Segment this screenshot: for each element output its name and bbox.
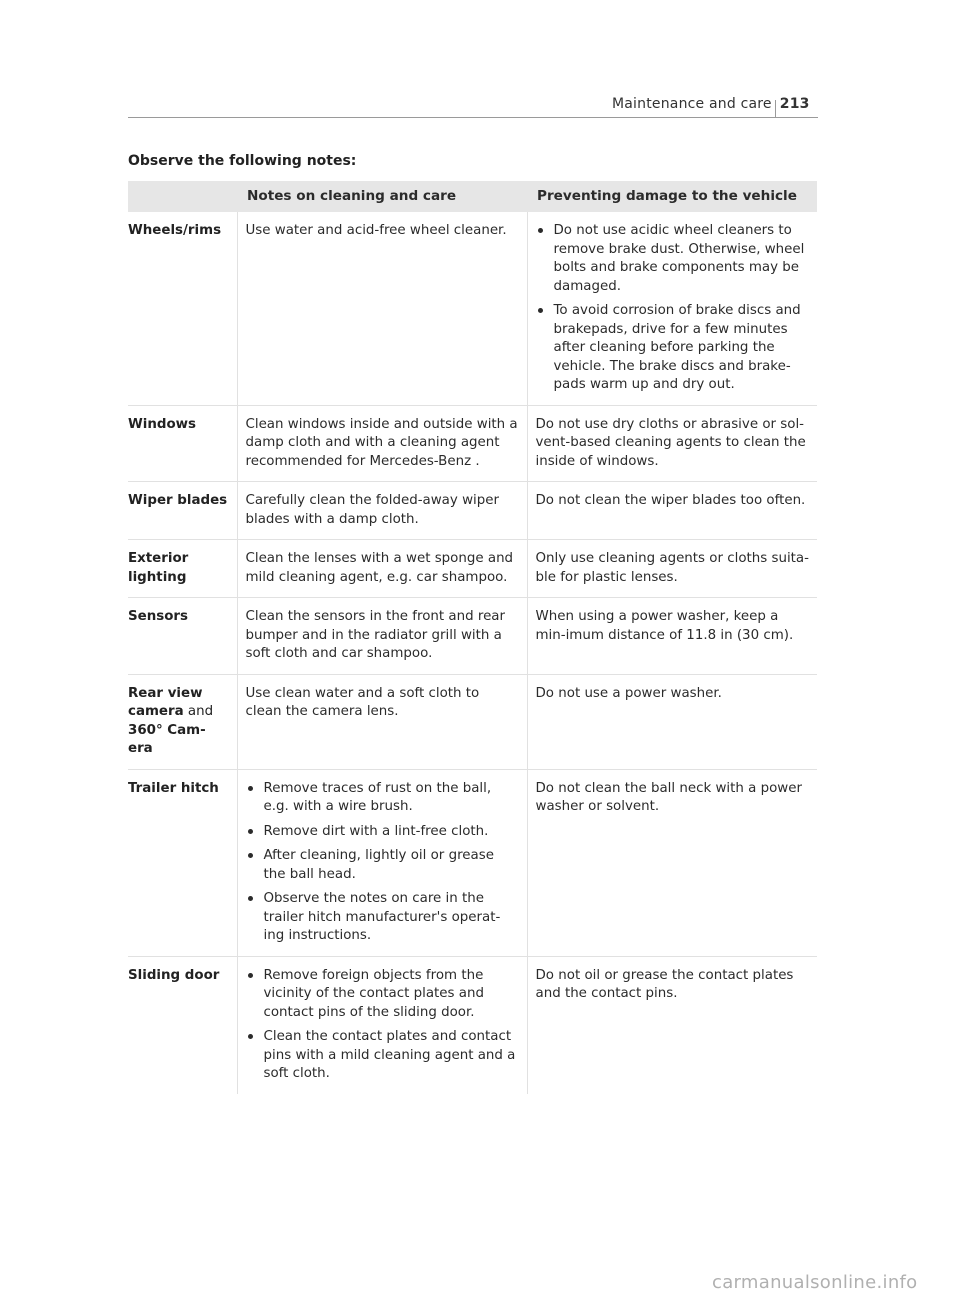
row-label-main: Rear view camera [128,685,203,719]
table-row [128,212,817,405]
damage-text: Do not clean the wiper blades too often. [535,493,806,508]
cleaning-cell [237,482,527,540]
list-item: Observe the notes on care in the trailer hitch manufacturer's operat-ing instructions. [246,890,519,946]
damage-text: When using a power washer, keep a min-imum distance of 11.8 in (30 cm). [535,609,794,643]
table-row [128,769,817,956]
list-item: After cleaning, lightly oil or grease the ball head. [246,847,519,884]
damage-cell [527,598,817,675]
cleaning-text: Use clean water and a soft cloth to clean the camera lens. [245,685,480,719]
row-label: Exterior lighting [128,540,237,598]
header-rule [128,117,818,118]
row-label: Wiper blades [128,482,237,540]
damage-text: Only use cleaning agents or cloths suita-ble for plastic lenses. [535,551,809,585]
cleaning-cell [237,769,527,956]
list-item: Do not use acidic wheel cleaners to remove brake dust. Otherwise, wheel bolts and brake components may be damaged. [536,222,810,296]
page-header [612,96,818,112]
row-label: Trailer hitch [128,769,237,956]
page-number: 213 [779,96,810,112]
cleaning-cell [237,540,527,598]
list-item: To avoid corrosion of brake discs and brakepads, drive for a few minutes after cleaning before parking the vehicle. The brake discs and brake-pads warm up and dry out. [536,302,810,395]
cleaning-cell [237,212,527,405]
damage-list [536,222,810,395]
cleaning-cell [237,405,527,482]
row-label: Sliding door [128,967,220,983]
cleaning-text: Clean windows inside and outside with a damp cloth and with a cleaning agent recommended for Mercedes-Benz . [245,416,518,469]
list-item: Remove dirt with a lint-free cloth. [246,823,519,842]
cleaning-notes-table [128,181,817,1094]
table-row [128,956,817,1094]
row-label-connector: and [183,704,214,719]
row-label: Wheels/rims [128,212,237,405]
watermark-text[interactable]: carmanualsonline.info [712,1272,918,1293]
damage-text: Do not oil or grease the contact plates and the contact pins. [535,967,794,1001]
damage-cell [527,405,817,482]
damage-cell [527,674,817,769]
intro-text: Observe the following notes: [128,153,357,169]
cleaning-text: Clean the sensors in the front and rear bumper and in the radiator grill with a soft cloth and car shampoo. [245,609,506,661]
cleaning-text: Clean the lenses with a wet sponge and mild cleaning agent, e.g. car shampoo. [245,551,514,585]
cleaning-text: Use water and acid-free wheel cleaner. [245,223,507,238]
table-row [128,674,817,769]
cleaning-list [246,967,519,1084]
table-header-blank [128,181,237,212]
damage-cell [527,769,817,956]
table-row [128,482,817,540]
table-header-cleaning: Notes on cleaning and care [237,181,527,212]
table-header-damage: Preventing damage to the vehicle [527,181,817,212]
damage-text: Do not use dry cloths or abrasive or sol-vent-based cleaning agents to clean the inside of windows. [535,416,806,469]
damage-cell [527,540,817,598]
table-header-row [128,181,817,212]
damage-cell [527,956,817,1094]
cleaning-text: Carefully clean the folded-away wiper blades with a damp cloth. [245,493,499,527]
damage-text: Do not clean the ball neck with a power washer or solvent. [535,780,802,814]
list-item: Remove foreign objects from the vicinity of the contact plates and contact pins of the sliding door. [246,967,519,1023]
header-divider-tick [775,100,776,118]
cleaning-cell [237,674,527,769]
damage-text: Do not use a power washer. [535,685,722,701]
damage-cell [527,212,817,405]
table-row [128,405,817,482]
row-label [128,674,237,769]
cleaning-list [246,780,519,946]
list-item: Remove traces of rust on the ball, e.g. with a wire brush. [246,780,519,817]
row-label: Sensors [128,598,237,675]
cleaning-cell [237,956,527,1094]
cleaning-cell [237,598,527,675]
section-title: Maintenance and care [612,96,772,112]
row-label: Windows [128,405,237,482]
damage-cell [527,482,817,540]
list-item: Clean the contact plates and contact pins with a mild cleaning agent and a soft cloth. [246,1028,519,1084]
table-row [128,540,817,598]
table-row [128,598,817,675]
row-label-extra: 360° Cam-era [128,722,206,756]
